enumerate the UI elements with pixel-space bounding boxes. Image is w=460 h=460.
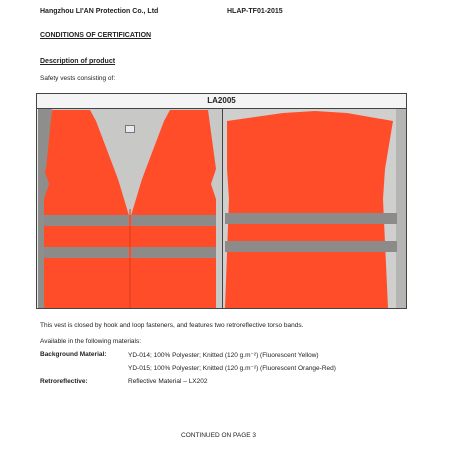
description-intro: Safety vests consisting of: xyxy=(40,75,116,82)
background-material-2: YD-015; 100% Polyester; Knitted (120 g.m⁻²) (Fluorescent Orange-Red) xyxy=(128,365,336,372)
care-label xyxy=(125,125,135,133)
document-reference: HLAP-TF01-2015 xyxy=(227,8,283,15)
retroreflective-material: Reflective Material – LX202 xyxy=(128,378,208,385)
vest-front-image xyxy=(38,109,222,308)
continued-note: CONTINUED ON PAGE 3 xyxy=(181,432,257,439)
background-material-1: YD-014; 100% Polyester; Knitted (120 g.m⁻²) (Fluorescent Yellow) xyxy=(128,352,319,359)
retroreflective-label: Retroreflective: xyxy=(40,378,88,385)
closure-description: This vest is closed by hook and loop fasteners, and features two retroreflective torso bands. xyxy=(40,322,304,329)
vest-front-photo xyxy=(38,109,222,308)
description-heading: Description of product xyxy=(40,58,116,65)
model-number: LA2005 xyxy=(37,94,406,109)
vest-back-image xyxy=(223,109,406,308)
background-material-label: Background Material: xyxy=(40,351,107,358)
product-photo-panel xyxy=(36,93,407,309)
company-name: Hangzhou LI'AN Protection Co., Ltd xyxy=(40,8,159,15)
materials-intro: Available in the following materials: xyxy=(40,338,142,345)
vest-back-photo xyxy=(223,109,406,308)
section-title: CONDITIONS OF CERTIFICATION xyxy=(40,32,152,39)
